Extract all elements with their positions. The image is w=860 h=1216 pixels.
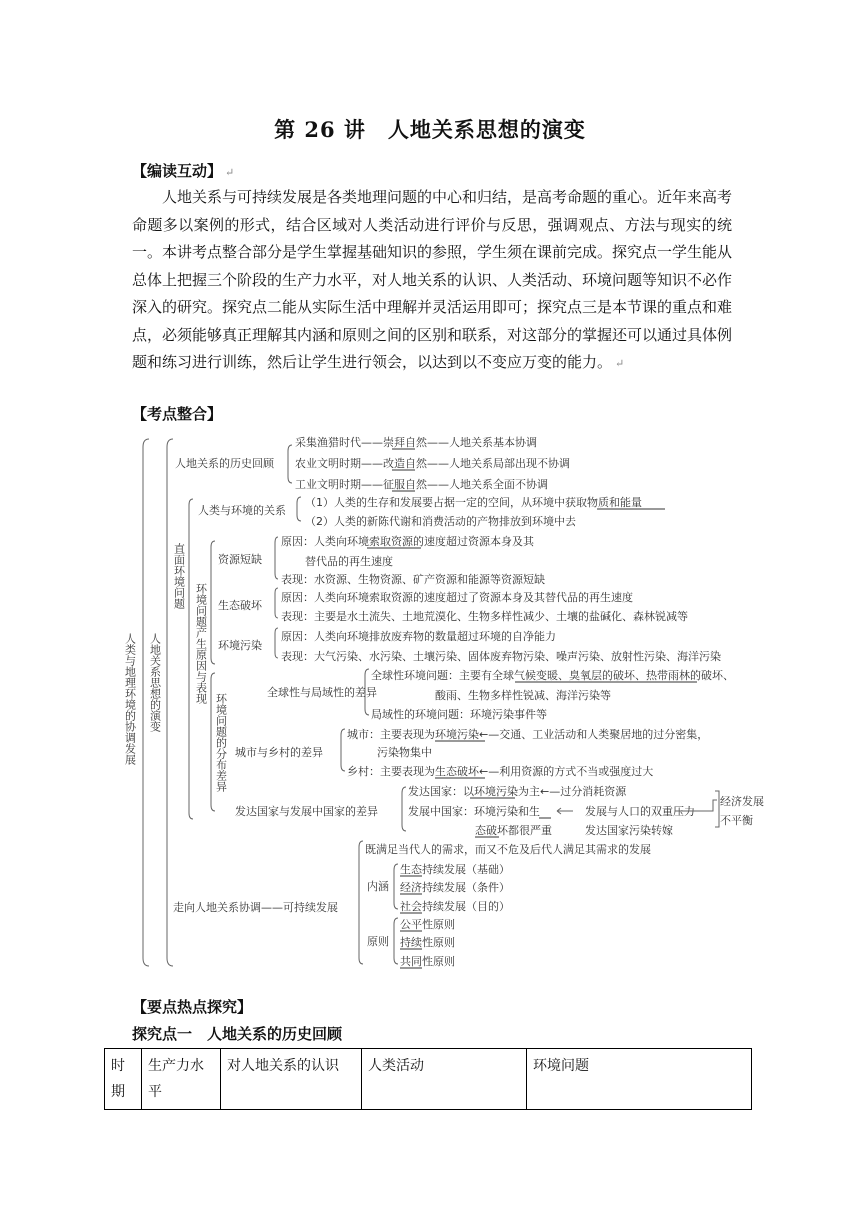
relation-bracket <box>297 497 301 521</box>
principle-bracket <box>394 918 398 964</box>
table-header-row <box>105 1049 752 1110</box>
history-bracket <box>288 445 292 483</box>
country-arrow <box>557 808 573 814</box>
pollution-row: 原因：人类向环境排放废弃物的数量超过环境的自净能力 <box>281 630 556 643</box>
relation-label: 人类与环境的关系 <box>198 504 286 517</box>
inner-row: 生态持续发展（基础） <box>400 863 510 876</box>
global-row: 全球性环境问题：主要有全球气候变暖、臭氧层的破坏、热带雨林的破坏、 <box>371 669 734 682</box>
history-table <box>104 1048 752 1110</box>
country-label: 发达国家与发展中国家的差异 <box>235 805 378 818</box>
eco-row: 表现：主要是水土流失、土地荒漠化、生物多样性减少、土壤的盐碱化、森林锐减等 <box>281 610 688 623</box>
eco-row: 原因：人类向环境索取资源的速度超过了资源本身及其替代品的再生速度 <box>281 591 633 604</box>
urban-row: 污染物集中 <box>377 746 432 759</box>
causes-label <box>195 583 208 704</box>
pollution-bracket <box>275 628 278 658</box>
pollution-label: 环境污染 <box>218 639 262 652</box>
sustain-def: 既满足当代人的需求，而又不危及后代人满足其需求的发展 <box>365 843 651 856</box>
principle-row: 公平性原则 <box>400 918 455 931</box>
explore-subheading: 探究点一 人地关系的历史回顾 <box>132 1025 343 1043</box>
level1-bracket <box>167 439 173 966</box>
history-label: 人地关系的历史回顾 <box>175 457 274 470</box>
resource-row: 替代品的再生速度 <box>305 555 393 568</box>
svg-text:直面环境问题: 直面环境问题 <box>172 543 186 609</box>
country-bracket <box>402 787 406 831</box>
eco-bracket <box>275 588 278 618</box>
face-bracket <box>189 499 193 819</box>
reading-text: 人地关系与可持续发展是各类地理问题的中心和归结，是高考命题的重心。近年来高考命题多以案例的形式，结合区域对人类活动进行评价与反思，强调观点、方法与现实的统一。本讲考点整合部分是学生掌握基础知识的参照，学生须在课前完成。探究点一学生能从总体上把握三个阶段的生产力水平，对人地关系的认识、人类活动、环境问题等知识不必作深入的研究。探究点二能从实际生活中理解并灵活运用即可；探究点三是本节课的重点和难点，必须能够真正理解其内涵和原则之间的区别和联系，对这部分的掌握还可以通过具体例题和练习进行训练，然后让学生进行领会，以达到以不变应万变的能力。 <box>132 188 733 371</box>
resource-label: 资源短缺 <box>218 553 262 566</box>
reading-paragraph <box>132 184 732 378</box>
dist-label <box>215 693 228 793</box>
knowledge-diagram <box>115 433 775 973</box>
table-header-cell: 环境问题 <box>527 1049 752 1110</box>
history-row: 采集渔猎时代——崇拜自然——人地关系基本协调 <box>295 436 537 449</box>
urban-row: 乡村：主要表现为生态破坏←—利用资源的方式不当或强度过大 <box>347 765 654 778</box>
country-far-row: 不平衡 <box>720 814 753 827</box>
history-row: 农业文明时期——改造自然——人地关系局部出现不协调 <box>295 457 570 470</box>
inner-row: 社会持续发展（目的） <box>400 900 510 913</box>
svg-text:人类与地理环境的协调发展: 人类与地理环境的协调发展 <box>123 633 137 765</box>
return-mark: ↵ <box>615 357 625 370</box>
urban-bracket <box>341 729 345 771</box>
principle-row: 共同性原则 <box>400 955 455 968</box>
principle-label: 原则 <box>367 935 389 948</box>
resource-row: 表现：水资源、生物资源、矿产资源和能源等资源短缺 <box>281 573 545 586</box>
global-row: 局域性的环境问题：环境污染事件等 <box>371 708 547 721</box>
svg-text:环境问题产生原因与表现: 环境问题产生原因与表现 <box>194 583 208 704</box>
root-label <box>124 633 137 766</box>
history-row: 工业文明时期——征服自然——人地关系全面不协调 <box>295 478 548 491</box>
resource-bracket <box>275 537 278 579</box>
principle-row: 持续性原则 <box>400 936 455 949</box>
country-row: 发达国家：以环境污染为主←—过分消耗资源 <box>408 785 627 798</box>
svg-text:人地关系思想的演变: 人地关系思想的演变 <box>148 633 162 732</box>
country-right-row: 发达国家污染转嫁 <box>585 824 673 837</box>
page-title: 第 26 讲 人地关系思想的演变 <box>274 117 586 142</box>
inner-row: 经济持续发展（条件） <box>400 881 510 894</box>
country-row: 态破坏都很严重 <box>475 824 552 837</box>
table-header-cell: 对人地关系的认识 <box>221 1049 362 1110</box>
svg-text:环境问题的分布差异: 环境问题的分布差异 <box>214 693 228 792</box>
inner-label: 内涵 <box>367 880 389 893</box>
causes-bracket <box>211 541 215 664</box>
resource-row: 原因：人类向环境索取资源的速度超过资源本身及其 <box>281 535 534 548</box>
face-label <box>173 542 186 609</box>
section-reading-heading <box>132 160 234 181</box>
eco-label: 生态破坏 <box>218 599 262 612</box>
country-right-row: 发展与人口的双重压力 <box>585 805 695 818</box>
country-right-bracket <box>715 791 719 827</box>
relation-row: （2）人类的新陈代谢和消费活动的产物排放到环境中去 <box>305 515 576 528</box>
country-far-row: 经济发展 <box>720 795 764 808</box>
inner-bracket <box>394 864 398 909</box>
sustain-bracket <box>359 841 363 964</box>
urban-label: 城市与乡村的差异 <box>235 746 323 759</box>
table-header-cell: 生产力水平 <box>142 1049 221 1110</box>
urban-row: 城市：主要表现为环境污染←—交通、工业活动和人类聚居地的过分密集， <box>347 728 709 741</box>
sustain-label: 走向人地关系协调——可持续发展 <box>173 901 338 914</box>
level1-label <box>149 633 162 733</box>
return-mark: ↵ <box>225 166 235 179</box>
section-points-heading: 【考点整合】 <box>132 405 223 423</box>
pollution-row: 表现：大气污染、水污染、土壤污染、固体废弃物污染、噪声污染、放射性污染、海洋污染 <box>281 650 721 663</box>
section-explore-heading: 【要点热点探究】 <box>132 998 253 1016</box>
table-header-cell: 人类活动 <box>362 1049 527 1110</box>
global-row: 酸雨、生物多样性锐减、海洋污染等 <box>435 689 611 702</box>
country-row: 发展中国家：环境污染和生 <box>408 805 540 818</box>
global-label: 全球性与局域性的差异 <box>267 686 377 699</box>
section-reading-label: 【编读互动】 <box>132 162 223 180</box>
relation-row: （1）人类的生存和发展要占据一定的空间，从环境中获取物质和能量 <box>305 496 642 509</box>
table-header-cell: 时期 <box>105 1049 142 1110</box>
